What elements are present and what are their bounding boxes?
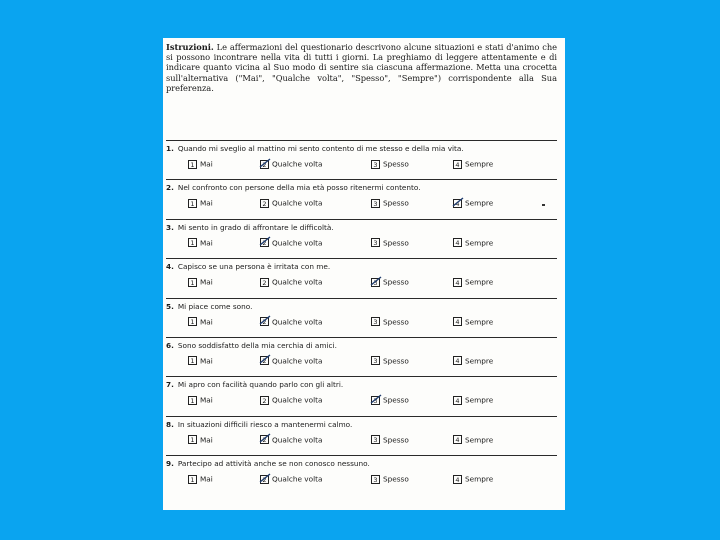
question-item-8: [166, 416, 557, 455]
option-checkbox[interactable]: [188, 160, 197, 169]
answer-options: [166, 158, 557, 172]
question-text: Mi piace come sono.: [177, 301, 253, 311]
option-checkbox[interactable]: [188, 475, 197, 484]
option-label: Sempre: [465, 317, 494, 327]
question-item-6: [166, 337, 557, 376]
option-sempre[interactable]: [453, 473, 493, 485]
option-checkbox[interactable]: [371, 160, 380, 169]
option-number: 2: [262, 278, 267, 287]
option-number: 2: [262, 239, 267, 248]
question-item-3: [166, 219, 557, 258]
option-number: 1: [190, 278, 195, 287]
question-number: 7.: [166, 380, 174, 390]
question-text: In situazioni difficili riesco a mantenermi calmo.: [177, 419, 353, 429]
ink-speck: [542, 204, 545, 206]
option-number: 3: [373, 239, 378, 248]
option-spesso[interactable]: [371, 434, 409, 446]
option-label: Mai: [200, 238, 213, 248]
option-checkbox[interactable]: [371, 475, 380, 484]
question-text: Partecipo ad attività anche se non conosco nessuno.: [177, 459, 370, 469]
option-number: 1: [190, 436, 195, 445]
option-mai[interactable]: [188, 158, 213, 170]
question-line: [166, 459, 557, 468]
option-label: Sempre: [465, 277, 494, 287]
option-number: 2: [262, 436, 267, 445]
option-number: 2: [262, 160, 267, 169]
option-qualche-volta[interactable]: [260, 434, 322, 446]
option-number: 2: [262, 396, 267, 405]
option-checkbox[interactable]: [453, 238, 462, 247]
answer-options: [166, 355, 557, 369]
answer-options: [166, 473, 557, 487]
option-checkbox[interactable]: [260, 317, 269, 326]
option-label: Mai: [200, 317, 213, 327]
option-sempre[interactable]: [453, 394, 493, 406]
option-label: Qualche volta: [272, 277, 323, 287]
option-checkbox[interactable]: [453, 356, 462, 365]
option-qualche-volta[interactable]: [260, 394, 322, 406]
question-list: [166, 140, 557, 495]
question-line: [166, 183, 557, 192]
option-label: Qualche volta: [272, 159, 323, 169]
option-label: Sempre: [465, 474, 494, 484]
question-text: Quando mi sveglio al mattino mi sento contento di me stesso e della mia vita.: [177, 144, 464, 153]
option-qualche-volta[interactable]: [260, 355, 322, 367]
option-checkbox[interactable]: [260, 356, 269, 365]
option-label: Qualche volta: [272, 198, 323, 208]
question-number: 5.: [166, 301, 174, 311]
instructions-label: Istruzioni.: [166, 42, 214, 52]
option-sempre[interactable]: [453, 276, 493, 288]
option-label: Mai: [200, 474, 213, 484]
option-checkbox[interactable]: [371, 199, 380, 208]
option-checkbox[interactable]: [371, 238, 380, 247]
answer-options: [166, 237, 557, 251]
option-number: 2: [262, 199, 267, 208]
option-label: Sempre: [465, 198, 494, 208]
question-line: [166, 380, 557, 389]
option-checkbox[interactable]: [188, 435, 197, 444]
option-checkbox[interactable]: [371, 396, 380, 405]
option-number: 4: [455, 396, 460, 405]
option-number: 2: [262, 357, 267, 366]
option-spesso[interactable]: [371, 276, 409, 288]
option-label: Qualche volta: [272, 356, 323, 366]
option-sempre[interactable]: [453, 316, 493, 328]
option-number: 2: [262, 318, 267, 327]
option-number: 3: [373, 475, 378, 484]
option-checkbox[interactable]: [371, 435, 380, 444]
option-spesso[interactable]: [371, 355, 409, 367]
option-label: Spesso: [383, 198, 409, 208]
option-label: Qualche volta: [272, 317, 323, 327]
option-checkbox[interactable]: [371, 278, 380, 287]
option-checkbox[interactable]: [453, 475, 462, 484]
option-number: 1: [190, 475, 195, 484]
option-number: 1: [190, 160, 195, 169]
option-number: 1: [190, 357, 195, 366]
option-spesso[interactable]: [371, 473, 409, 485]
option-number: 4: [455, 239, 460, 248]
option-checkbox[interactable]: [260, 238, 269, 247]
option-checkbox[interactable]: [453, 396, 462, 405]
option-label: Sempre: [465, 395, 494, 405]
option-number: 3: [373, 396, 378, 405]
option-number: 3: [373, 436, 378, 445]
option-qualche-volta[interactable]: [260, 197, 322, 209]
option-label: Sempre: [465, 356, 494, 366]
question-text: Sono soddisfatto della mia cerchia di amici.: [177, 340, 337, 350]
option-spesso[interactable]: [371, 316, 409, 328]
option-label: Mai: [200, 395, 213, 405]
option-checkbox[interactable]: [260, 160, 269, 169]
option-mai[interactable]: [188, 276, 213, 288]
option-number: 4: [455, 436, 460, 445]
option-checkbox[interactable]: [260, 278, 269, 287]
option-checkbox[interactable]: [260, 396, 269, 405]
option-label: Sempre: [465, 238, 494, 248]
option-sempre[interactable]: [453, 197, 493, 209]
option-number: 3: [373, 160, 378, 169]
question-text: Mi apro con facilità quando parlo con gli altri.: [177, 380, 344, 390]
option-checkbox[interactable]: [260, 199, 269, 208]
question-text: Nel confronto con persone della mia età posso ritenermi contento.: [177, 183, 421, 193]
option-checkbox[interactable]: [371, 356, 380, 365]
option-number: 3: [373, 199, 378, 208]
option-sempre[interactable]: [453, 237, 493, 249]
option-mai[interactable]: [188, 237, 213, 249]
option-number: 3: [373, 318, 378, 327]
option-number: 1: [190, 239, 195, 248]
option-spesso[interactable]: [371, 394, 409, 406]
question-number: 8.: [166, 419, 174, 429]
question-line: [166, 420, 557, 429]
option-sempre[interactable]: [453, 158, 493, 170]
option-mai[interactable]: [188, 394, 213, 406]
question-line: [166, 262, 557, 271]
question-number: 4.: [166, 262, 174, 272]
question-item-2: [166, 179, 557, 218]
option-label: Mai: [200, 356, 213, 366]
option-checkbox[interactable]: [453, 199, 462, 208]
answer-options: [166, 434, 557, 448]
option-mai[interactable]: [188, 434, 213, 446]
answer-options: [166, 276, 557, 290]
answer-options: [166, 316, 557, 330]
option-number: 2: [262, 475, 267, 484]
question-line: [166, 223, 557, 232]
option-label: Sempre: [465, 435, 494, 445]
question-number: 3.: [166, 222, 174, 232]
option-checkbox[interactable]: [188, 238, 197, 247]
option-qualche-volta[interactable]: [260, 316, 322, 328]
option-number: 4: [455, 475, 460, 484]
option-sempre[interactable]: [453, 434, 493, 446]
question-number: 9.: [166, 459, 174, 469]
option-label: Mai: [200, 198, 213, 208]
option-label: Qualche volta: [272, 435, 323, 445]
option-spesso[interactable]: [371, 197, 409, 209]
option-qualche-volta[interactable]: [260, 158, 322, 170]
option-checkbox[interactable]: [453, 317, 462, 326]
option-checkbox[interactable]: [371, 317, 380, 326]
instructions-paragraph: [166, 42, 557, 112]
option-label: Qualche volta: [272, 395, 323, 405]
option-qualche-volta[interactable]: [260, 237, 322, 249]
question-item-5: [166, 298, 557, 337]
option-label: Spesso: [383, 395, 409, 405]
option-label: Qualche volta: [272, 238, 323, 248]
option-mai[interactable]: [188, 473, 213, 485]
option-checkbox[interactable]: [260, 435, 269, 444]
option-label: Spesso: [383, 159, 409, 169]
option-spesso[interactable]: [371, 158, 409, 170]
option-number: 4: [455, 318, 460, 327]
option-number: 3: [373, 278, 378, 287]
option-number: 3: [373, 357, 378, 366]
question-number: 6.: [166, 340, 174, 350]
question-item-1: [166, 140, 557, 179]
option-label: Mai: [200, 435, 213, 445]
answer-options: [166, 394, 557, 408]
question-line: [166, 144, 557, 153]
option-checkbox[interactable]: [260, 475, 269, 484]
question-line: [166, 341, 557, 350]
option-checkbox[interactable]: [188, 317, 197, 326]
question-line: [166, 302, 557, 311]
option-number: 4: [455, 357, 460, 366]
option-label: Qualche volta: [272, 474, 323, 484]
option-label: Sempre: [465, 159, 494, 169]
option-label: Spesso: [383, 435, 409, 445]
option-label: Spesso: [383, 317, 409, 327]
question-number: 1.: [166, 144, 174, 153]
question-item-7: [166, 376, 557, 415]
option-label: Spesso: [383, 277, 409, 287]
option-checkbox[interactable]: [188, 199, 197, 208]
option-number: 4: [455, 199, 460, 208]
option-label: Spesso: [383, 238, 409, 248]
option-checkbox[interactable]: [453, 278, 462, 287]
option-sempre[interactable]: [453, 355, 493, 367]
option-qualche-volta[interactable]: [260, 276, 322, 288]
question-item-9: [166, 455, 557, 494]
option-label: Spesso: [383, 356, 409, 366]
option-number: 4: [455, 278, 460, 287]
option-number: 4: [455, 160, 460, 169]
option-label: Spesso: [383, 474, 409, 484]
option-mai[interactable]: [188, 197, 213, 209]
option-number: 1: [190, 199, 195, 208]
question-text: Capisco se una persona è irritata con me.: [177, 262, 331, 272]
option-number: 1: [190, 318, 195, 327]
option-spesso[interactable]: [371, 237, 409, 249]
answer-options: [166, 197, 557, 211]
option-number: 1: [190, 396, 195, 405]
option-checkbox[interactable]: [188, 396, 197, 405]
option-label: Mai: [200, 277, 213, 287]
question-item-4: [166, 258, 557, 297]
option-checkbox[interactable]: [188, 356, 197, 365]
option-mai[interactable]: [188, 316, 213, 328]
questionnaire-sheet: [163, 38, 565, 510]
option-checkbox[interactable]: [453, 160, 462, 169]
question-number: 2.: [166, 183, 174, 193]
instructions-text: Le affermazioni del questionario descrivono alcune situazioni e stati d'animo che si possono incontrare nella vita di tutti i giorni. La preghiamo di leggere attentamente e di indicare quanto vicina al Suo modo di sentire sia ciascuna affermazione. Metta una crocetta sull'alternativa ("Mai", "Qualche volta", "Spesso", "Sempre") corrispondente alla Sua preferenza.: [166, 42, 557, 93]
option-mai[interactable]: [188, 355, 213, 367]
option-qualche-volta[interactable]: [260, 473, 322, 485]
question-text: Mi sento in grado di affrontare le difficoltà.: [177, 222, 334, 232]
option-checkbox[interactable]: [453, 435, 462, 444]
option-checkbox[interactable]: [188, 278, 197, 287]
option-label: Mai: [200, 159, 213, 169]
